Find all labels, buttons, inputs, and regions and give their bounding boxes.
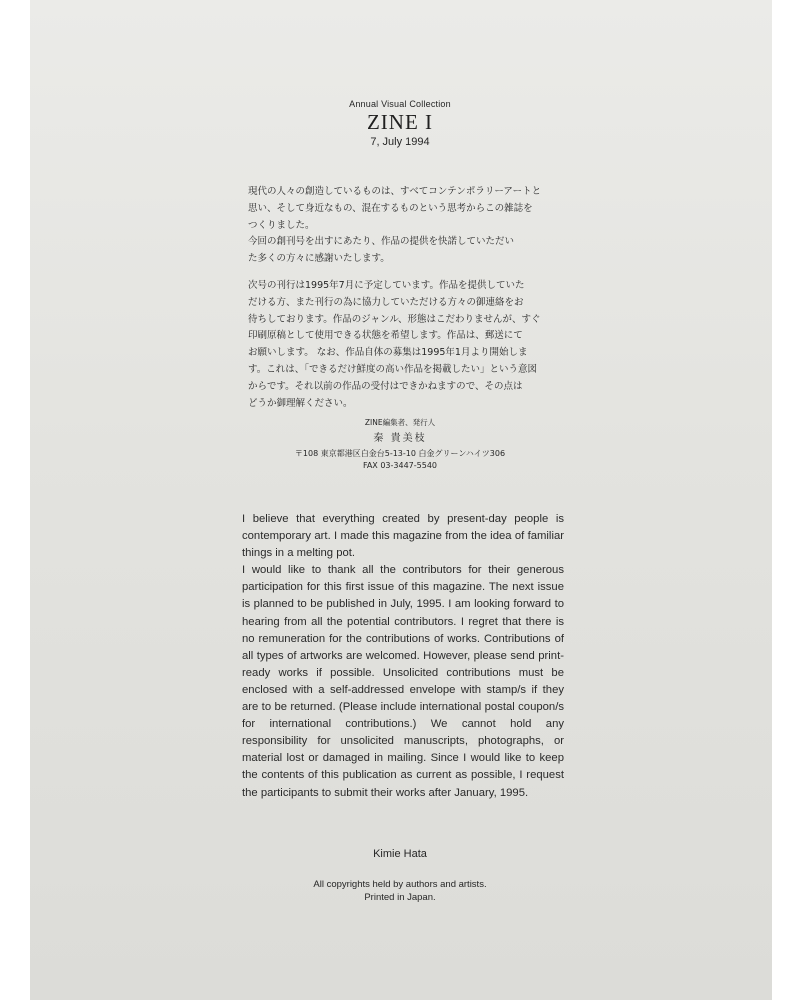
publisher-address: 〒108 東京都港区白金台5-13-10 白金グリーンハイツ306: [294, 449, 506, 458]
japanese-paragraph-2: 次号の刊行は1995年7月に予定しています。作品を提供していた だける方、また刊行の為に協力していただける方々の御連絡をお 待ちしております。作品のジャンル、形態はこだわりませんが、すぐ 印刷原稿として使用できる状態を希望します。作品は、郵送にて お願いします。 なお、作品自体の募集は1995年1月より開始しま す。これは、「できるだけ鮮度の高い作品を掲載したい」という意図 からです。それ以前の作品の受付はできかねますので、その点は どうか御理解ください。: [248, 280, 541, 409]
issue-date: 7, July 1994: [370, 136, 430, 148]
copyright-line: All copyrights held by authors and artists.: [313, 879, 487, 890]
printed-line: Printed in Japan.: [364, 892, 436, 903]
publisher-name: 秦 貴美枝: [373, 433, 427, 444]
japanese-intro: [248, 184, 548, 268]
publisher-role: ZINE編集者、発行人: [364, 418, 436, 427]
japanese-notice: [248, 278, 548, 412]
series-kicker: Annual Visual Collection: [349, 99, 451, 109]
publisher-fax: FAX 03-3447-5540: [362, 461, 438, 470]
english-text: [242, 511, 564, 802]
signature: Kimie Hata: [373, 848, 427, 860]
japanese-paragraph-1: 現代の人々の創造しているものは、すべてコンテンポラリーアートと 思い、そして身近なもの、混在するものという思考からこの雑誌を つくりました。 今回の創刊号を出すにあたり、作品の提供を快諾していただい た多くの方々に感謝いたします。: [248, 186, 542, 265]
english-paragraph-1: I believe that everything created by present-day people is contemporary art. I made this magazine from the idea of familiar things in a melting pot.: [242, 513, 564, 560]
english-paragraph-2: I would like to thank all the contributors for their generous participation for this first issue of this magazine. The next issue is planned to be published in July, 1995. I am looking forward to hearing from all the potential contributors. I regret that there is no remuneration for the contributions of works. Contributions of all types of artworks are welcomed. However, please send print-ready works if possible. Unsolicited contributions must be enclosed with a self-addressed envelope with stamp/s if they are to be returned. (Please include international postal coupon/s for international contributions.) We cannot hold any responsibility for unsolicited manuscripts, photographs, or material lost or damaged in mailing. Since I would like to keep the contents of this publication as current as possible, I request the participants to submit their works after January, 1995.: [242, 564, 564, 799]
page-title: ZINE I: [366, 110, 434, 134]
